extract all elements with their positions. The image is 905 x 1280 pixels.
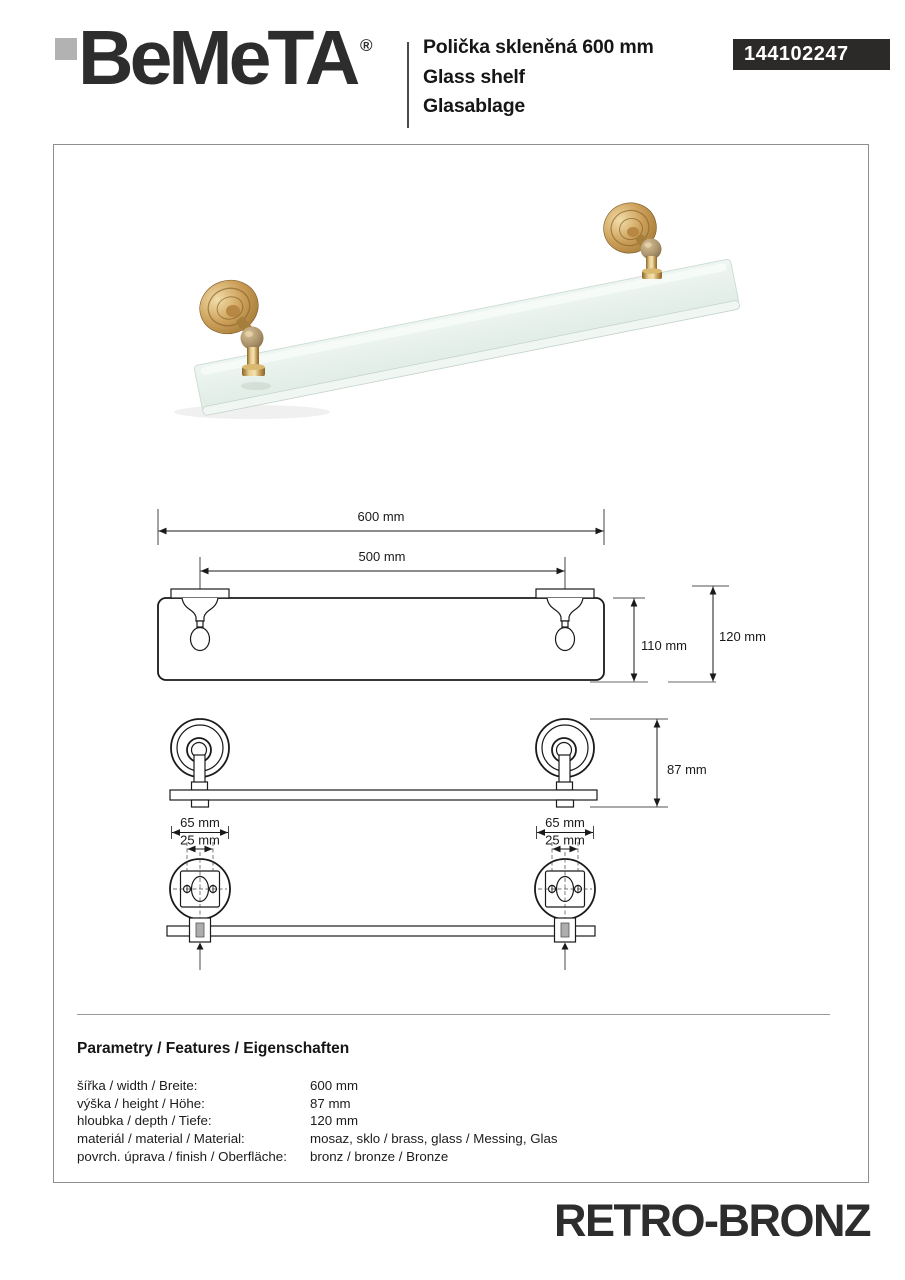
param-value-width: 600 mm bbox=[310, 1078, 359, 1093]
left-mount-ball bbox=[191, 628, 210, 651]
floor-shadow bbox=[174, 405, 330, 419]
param-label-material: materiál / material / Material: bbox=[77, 1131, 245, 1147]
dim-hole-spacing-right: 25 mm bbox=[545, 832, 585, 848]
product-titles bbox=[423, 33, 654, 122]
dim-plate-width-right: 65 mm bbox=[545, 815, 585, 830]
left-mount-plate bbox=[171, 589, 229, 598]
glass-shelf-photo bbox=[174, 197, 740, 419]
parameters-heading: Parametry / Features / Eigenschaften bbox=[77, 1040, 350, 1057]
technical-drawings bbox=[53, 478, 869, 982]
bemeta-logo-square bbox=[55, 38, 77, 60]
right-mount-plate bbox=[536, 589, 594, 598]
dim-height: 87 mm bbox=[667, 762, 707, 777]
mount-foot-right bbox=[555, 918, 576, 970]
header-divider bbox=[407, 42, 409, 128]
parameters-table bbox=[77, 1077, 558, 1166]
product-title-en: Glass shelf bbox=[423, 65, 525, 88]
shelf-outline bbox=[158, 598, 604, 680]
series-name: RETRO-BRONZ bbox=[554, 1195, 870, 1246]
dim-total-drop: 120 mm bbox=[719, 629, 766, 644]
registered-trademark-icon: ® bbox=[360, 36, 373, 55]
mount-detail-right bbox=[535, 815, 595, 919]
param-value-depth: 120 mm bbox=[310, 1113, 359, 1129]
dim-overall-width: 600 mm bbox=[357, 509, 405, 524]
param-label-depth: hloubka / depth / Tiefe: bbox=[77, 1113, 212, 1129]
product-code-badge: 144102247 bbox=[733, 39, 890, 70]
param-value-material: mosaz, sklo / brass, glass / Messing, Glas bbox=[310, 1131, 558, 1147]
dim-shelf-drop: 110 mm bbox=[641, 638, 687, 653]
shelf-bar bbox=[170, 790, 597, 800]
right-wall-mount bbox=[598, 197, 662, 279]
product-title-de: Glasablage bbox=[423, 95, 526, 117]
param-label-finish: povrch. úprava / finish / Oberfläche: bbox=[77, 1148, 287, 1164]
product-photo bbox=[53, 150, 869, 470]
mount-detail-left bbox=[170, 815, 230, 919]
drawing-mount-detail bbox=[167, 815, 595, 970]
shelf-bar-plan bbox=[167, 926, 595, 936]
drawing-elevation bbox=[170, 719, 707, 807]
param-label-width: šířka / width / Breite: bbox=[77, 1078, 198, 1093]
dim-hole-spacing-left: 25 mm bbox=[180, 832, 220, 848]
param-value-height: 87 mm bbox=[310, 1095, 351, 1111]
param-label-height: výška / height / Höhe: bbox=[77, 1095, 205, 1111]
glass-reflection bbox=[241, 382, 271, 390]
glass-pane bbox=[194, 259, 740, 416]
mount-foot-left bbox=[190, 918, 211, 970]
param-value-finish: bronz / bronze / Bronze bbox=[310, 1148, 449, 1164]
product-title-cs: Polička skleněná 600 mm bbox=[423, 36, 654, 58]
dim-plate-width-left: 65 mm bbox=[180, 815, 220, 830]
drawing-front-view bbox=[158, 509, 766, 682]
dim-mount-spacing: 500 mm bbox=[358, 549, 406, 564]
section-divider bbox=[77, 1014, 830, 1015]
right-mount-ball bbox=[556, 628, 575, 651]
bemeta-logo: BeMeTA bbox=[78, 15, 357, 101]
